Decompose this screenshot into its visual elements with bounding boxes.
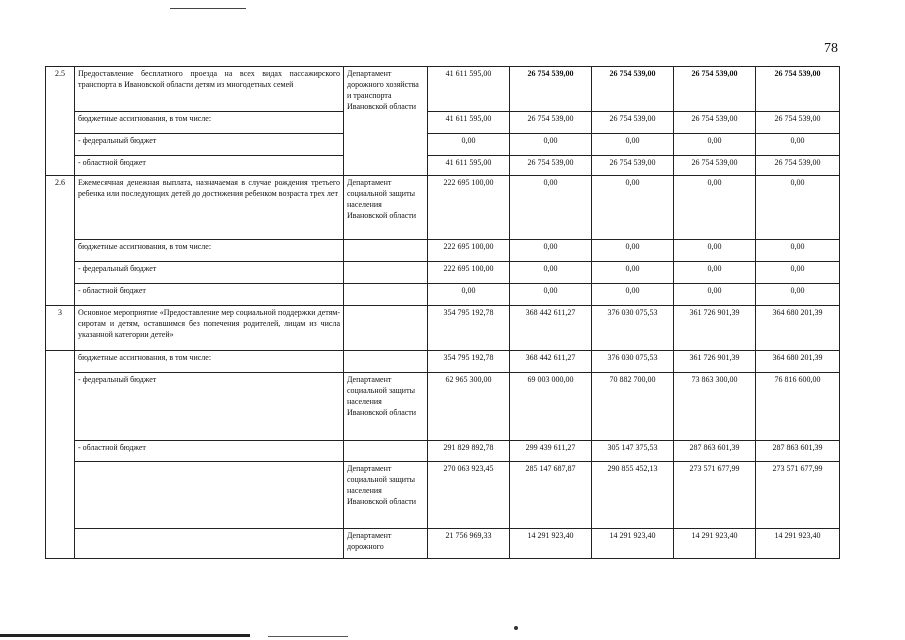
value-cell: 21 756 969,33 [428,529,510,559]
value-cell: 0,00 [592,240,674,262]
bottom-rule [268,636,348,637]
value-cell: 26 754 539,00 [674,67,756,112]
table-row [46,240,840,262]
value-cell: 14 291 923,40 [674,529,756,559]
table-row [46,262,840,284]
row-description: Предоставление бесплатного проезда на всех видах пассажирского транспорта в Ивановской области детям из многодетных семей [75,67,344,112]
value-cell: 0,00 [510,134,592,156]
row-number: 2.6 [46,176,75,306]
value-cell: 26 754 539,00 [510,112,592,134]
empty-cell [46,441,75,462]
empty-cell [344,262,428,284]
value-cell: 26 754 539,00 [510,67,592,112]
value-cell: 0,00 [756,262,840,284]
empty-cell [46,462,75,529]
row-description: Основное мероприятие «Предоставление мер социальной поддержки детям-сиротам и детям, оставшимся без попечения родителей, лицам из числа указанной категории детей» [75,306,344,351]
table-row [46,176,840,240]
empty-cell [46,351,75,373]
value-cell: 287 863 601,39 [674,441,756,462]
row-number: 3 [46,306,75,351]
empty-cell [344,284,428,306]
table-row [46,529,840,559]
value-cell: 14 291 923,40 [510,529,592,559]
value-cell: 26 754 539,00 [674,156,756,176]
empty-cell [344,441,428,462]
value-cell: 354 795 192,78 [428,306,510,351]
value-cell: 0,00 [510,262,592,284]
value-cell: 26 754 539,00 [592,112,674,134]
value-cell: 0,00 [756,134,840,156]
value-cell: 222 695 100,00 [428,240,510,262]
empty-cell [75,529,344,559]
value-cell: 364 680 201,39 [756,306,840,351]
value-cell: 222 695 100,00 [428,176,510,240]
value-cell: 368 442 611,27 [510,351,592,373]
row-description: - федеральный бюджет [75,134,344,156]
row-number: 2.5 [46,67,75,176]
value-cell: 270 063 923,45 [428,462,510,529]
value-cell: 73 863 300,00 [674,373,756,441]
value-cell: 26 754 539,00 [756,112,840,134]
budget-table [45,66,840,559]
empty-cell [344,240,428,262]
value-cell: 273 571 677,99 [756,462,840,529]
page-number: 78 [824,41,838,56]
value-cell: 361 726 901,39 [674,351,756,373]
value-cell: 287 863 601,39 [756,441,840,462]
value-cell: 0,00 [592,176,674,240]
row-department: Департамент дорожного хозяйства и транспорта Ивановской области [344,67,428,176]
row-description: - областной бюджет [75,156,344,176]
value-cell: 41 611 595,00 [428,112,510,134]
table-row [46,67,840,112]
value-cell: 273 571 677,99 [674,462,756,529]
value-cell: 26 754 539,00 [756,156,840,176]
value-cell: 0,00 [674,176,756,240]
value-cell: 0,00 [510,240,592,262]
value-cell: 14 291 923,40 [756,529,840,559]
empty-cell [46,373,75,441]
value-cell: 0,00 [756,284,840,306]
empty-cell [75,462,344,529]
table-row [46,441,840,462]
row-description: - федеральный бюджет [75,262,344,284]
table-row [46,462,840,529]
table-row [46,134,840,156]
value-cell: 376 030 075,53 [592,351,674,373]
value-cell: 0,00 [756,240,840,262]
table-row [46,306,840,351]
value-cell: 26 754 539,00 [674,112,756,134]
row-department: Департамент дорожного [344,529,428,559]
empty-cell [344,306,428,351]
value-cell: 364 680 201,39 [756,351,840,373]
value-cell: 14 291 923,40 [592,529,674,559]
value-cell: 0,00 [592,284,674,306]
value-cell: 0,00 [674,284,756,306]
row-description: - областной бюджет [75,441,344,462]
value-cell: 0,00 [674,134,756,156]
value-cell: 76 816 600,00 [756,373,840,441]
table-row [46,373,840,441]
value-cell: 0,00 [510,284,592,306]
row-description: бюджетные ассигнования, в том числе: [75,240,344,262]
value-cell: 0,00 [510,176,592,240]
value-cell: 26 754 539,00 [510,156,592,176]
value-cell: 285 147 687,87 [510,462,592,529]
value-cell: 0,00 [428,134,510,156]
row-department: Департамент социальной защиты населения Ивановской области [344,176,428,240]
value-cell: 354 795 192,78 [428,351,510,373]
table-row [46,351,840,373]
value-cell: 0,00 [592,262,674,284]
value-cell: 26 754 539,00 [592,156,674,176]
value-cell: 70 882 700,00 [592,373,674,441]
value-cell: 0,00 [756,176,840,240]
value-cell: 0,00 [592,134,674,156]
empty-cell [46,529,75,559]
value-cell: 26 754 539,00 [756,67,840,112]
table-row [46,156,840,176]
value-cell: 222 695 100,00 [428,262,510,284]
value-cell: 0,00 [674,240,756,262]
value-cell: 26 754 539,00 [592,67,674,112]
value-cell: 0,00 [674,262,756,284]
value-cell: 361 726 901,39 [674,306,756,351]
value-cell: 376 030 075,53 [592,306,674,351]
row-description: бюджетные ассигнования, в том числе: [75,112,344,134]
value-cell: 299 439 611,27 [510,441,592,462]
row-description: бюджетные ассигнования, в том числе: [75,351,344,373]
value-cell: 291 829 892,78 [428,441,510,462]
value-cell: 41 611 595,00 [428,67,510,112]
value-cell: 305 147 375,53 [592,441,674,462]
bottom-rule [0,634,250,637]
row-department: Департамент социальной защиты населения Ивановской области [344,373,428,441]
row-description: - федеральный бюджет [75,373,344,441]
table-row [46,284,840,306]
value-cell: 41 611 595,00 [428,156,510,176]
value-cell: 0,00 [428,284,510,306]
value-cell: 69 003 000,00 [510,373,592,441]
scan-mark [514,626,518,630]
empty-cell [344,351,428,373]
value-cell: 368 442 611,27 [510,306,592,351]
table-row [46,112,840,134]
row-description: - областной бюджет [75,284,344,306]
row-description: Ежемесячная денежная выплата, назначаемая в случае рождения третьего ребенка или последующих детей до достижения ребенком возраста трех лет [75,176,344,240]
value-cell: 62 965 300,00 [428,373,510,441]
value-cell: 290 855 452,13 [592,462,674,529]
top-rule [170,8,246,9]
row-department: Департамент социальной защиты населения Ивановской области [344,462,428,529]
